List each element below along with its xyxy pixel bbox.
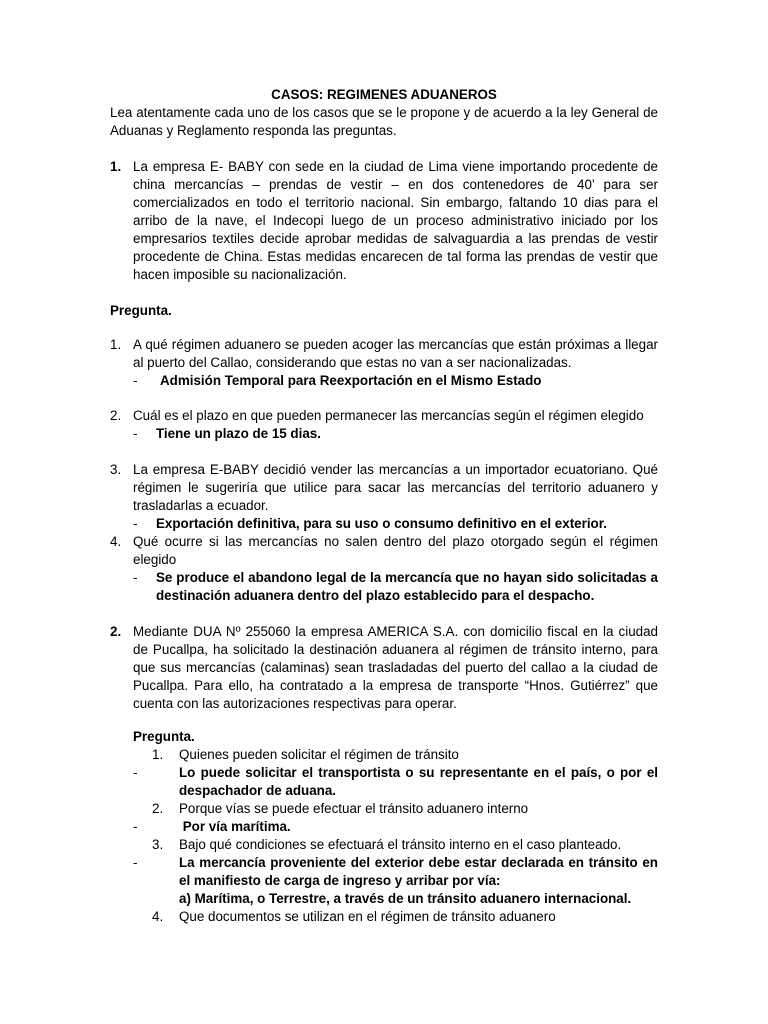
case-1-question-3 (110, 461, 658, 533)
question-text: Bajo qué condiciones se efectuará el tránsito interno en el caso planteado. (179, 837, 622, 852)
case-1-text: La empresa E- BABY con sede en la ciudad de Lima viene importando procedente de china mercancías – prendas de vestir – en dos contenedores de 40’ para ser comercializados en todo el territorio nacional. Sin embargo, faltando 10 dias para el arribo de la nave, el Indecopi luego de un proceso administrativo iniciado por los empresarios textiles decide aprobar medidas de salvaguardia a las prendas de vestir procedente de China. Estas medidas encarecen de tal forma las prendas de vestir que hacen imposible su nacionalización. (133, 159, 658, 282)
question-text: Que documentos se utilizan en el régimen de tránsito aduanero (179, 909, 556, 924)
answer-dash: - (133, 516, 138, 531)
question-number: 3. (152, 837, 164, 852)
answer-dash: - (133, 855, 138, 870)
question-number: 2. (110, 408, 122, 423)
answer-text: La mercancía proveniente del exterior debe estar declarada en tránsito en el manifiesto de carga de ingreso y arribar por vía: (179, 855, 658, 888)
question-text: Qué ocurre si las mercancías no salen dentro del plazo otorgado según el régimen elegido (133, 534, 658, 567)
answer-dash: - (133, 426, 138, 441)
question-number: 2. (152, 801, 164, 816)
question-number: 1. (110, 337, 122, 352)
answer-text: Se produce el abandono legal de la mercancía que no hayan sido solicitadas a destinación aduanera dentro del plazo establecido para el despacho. (156, 570, 658, 603)
answer-text: Por vía marítima. (179, 819, 291, 834)
question-text: A qué régimen aduanero se pueden acoger las mercancías que están próximas a llegar al puerto del Callao, considerando que estas no van a ser nacionalizadas. (133, 337, 658, 370)
case-2-number: 2. (110, 624, 122, 639)
intro-paragraph: Lea atentamente cada uno de los casos que se le propone y de acuerdo a la ley General de Aduanas y Reglamento responda las preguntas. (110, 105, 658, 138)
case-2-question-1 (133, 746, 658, 800)
answer-dash: - (133, 373, 138, 388)
case-1-question-2 (110, 407, 658, 443)
question-text: Porque vías se puede efectuar el tránsito aduanero interno (179, 801, 529, 816)
answer-dash: - (133, 765, 138, 780)
case-1-number: 1. (110, 159, 122, 174)
case-2-question-4 (133, 908, 658, 926)
question-number: 3. (110, 462, 122, 477)
question-number: 4. (152, 909, 164, 924)
case-1-question-1 (110, 336, 658, 390)
question-text: La empresa E-BABY decidió vender las mercancías a un importador ecuatoriano. Qué régimen le sugeriría que utilice para sacar las mercancías del territorio aduanero y trasladarlas a ecuador. (133, 462, 658, 513)
answer-text: Exportación definitiva, para su uso o consumo definitivo en el exterior. (156, 516, 607, 531)
answer-dash: - (133, 570, 138, 585)
case-1-question-4 (110, 533, 658, 605)
case-2-question-2 (133, 800, 658, 836)
question-number: 1. (152, 747, 164, 762)
case-2-question-3 (133, 836, 658, 908)
question-text: Quienes pueden solicitar el régimen de tránsito (179, 747, 459, 762)
answer-text: Lo puede solicitar el transportista o su representante en el país, o por el despachador de aduana. (179, 765, 658, 798)
answer-extra-text: a) Marítima, o Terrestre, a través de un tránsito aduanero internacional. (179, 891, 632, 906)
case-1-pregunta-label: Pregunta. (110, 303, 172, 318)
question-number: 4. (110, 534, 122, 549)
case-1 (110, 158, 658, 284)
question-text: Cuál es el plazo en que pueden permanecer las mercancías según el régimen elegido (133, 408, 644, 423)
case-2 (110, 623, 658, 713)
case-2-text: Mediante DUA Nº 255060 la empresa AMERICA S.A. con domicilio fiscal en la ciudad de Pucallpa, ha solicitado la destinación aduanera al régimen de tránsito interno, para que sus mercancías (calaminas) sean trasladadas del puerto del callao a la ciudad de Pucallpa. Para ello, ha contratado a la empresa de transporte “Hnos. Gutiérrez” que cuenta con las autorizaciones respectivas para operar. (133, 624, 658, 711)
answer-text: Admisión Temporal para Reexportación en el Mismo Estado (160, 373, 542, 388)
answer-dash: - (133, 819, 138, 834)
document-title: CASOS: REGIMENES ADUANEROS (271, 87, 497, 102)
case-2-pregunta-label: Pregunta. (133, 729, 195, 744)
answer-text: Tiene un plazo de 15 dias. (156, 426, 321, 441)
